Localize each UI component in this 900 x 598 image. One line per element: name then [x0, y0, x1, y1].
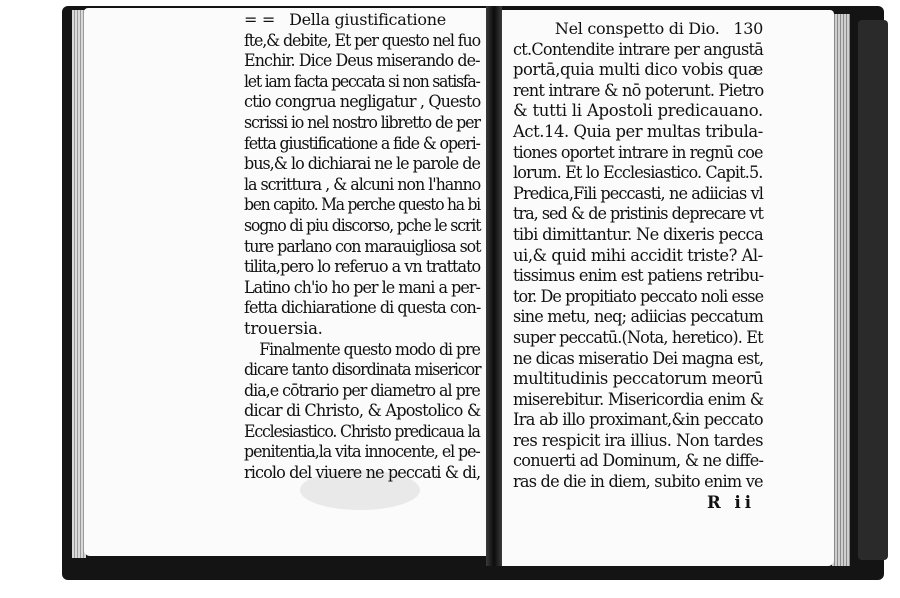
text-line: rent intrare & nō poterunt. Pietro — [513, 80, 764, 100]
left-running-title: Della giustificatione — [289, 10, 446, 29]
right-running-head — [513, 19, 763, 40]
text-line: la scrittura , & alcuni non l'hanno — [244, 174, 481, 194]
text-line: ui,& quid mihi accidit triste? Al- — [513, 245, 763, 265]
text-line: tor. De propitiato peccato noli esse — [513, 286, 764, 306]
text-line: trouersia. — [244, 318, 323, 338]
cover-edge — [858, 20, 888, 560]
text-line: conuerti ad Dominum, & ne diffe- — [513, 451, 764, 471]
text-line: Ira ab illo proximant,&in peccato — [513, 410, 763, 430]
text-line: res respicit ira illius. Non tardes — [513, 430, 763, 450]
text-line: lorum. Et lo Ecclesiastico. Capit.5. — [513, 163, 763, 183]
text-line: tra, sed & de pristinis deprecare vt — [513, 204, 763, 224]
text-line: Latino ch'io ho per le mani a per- — [244, 277, 480, 297]
book-gutter — [486, 6, 502, 566]
text-line: ben capito. Ma perche questo ha bi — [244, 195, 480, 215]
text-line: dia,e cōtrario per diametro al pre — [244, 380, 480, 400]
text-line: Finalmente questo modo di pre — [259, 339, 480, 359]
text-line: dicare tanto disordinata misericor — [244, 360, 481, 380]
text-line: fetta dichiaratione di questa con- — [244, 298, 481, 318]
text-line: penitentia,la vita innocente, el pe- — [244, 442, 480, 462]
text-line: tiones oportet intrare in regnū coe — [513, 142, 763, 162]
text-line: ricolo del viuere ne peccati & di, — [244, 463, 481, 483]
text-line: ctio congrua negligatur , Questo — [244, 92, 481, 112]
text-line: sine metu, neq; adiicias peccatum — [513, 307, 763, 327]
text-line: multitudinis peccatorum meorū — [513, 369, 763, 389]
text-line: sogno di piu discorso, pche le scrit — [244, 215, 481, 235]
right-page-text — [513, 19, 763, 513]
text-line: scrissi io nel nostro libretto de per — [244, 112, 480, 132]
text-line: ct.Contendite intrare per angustā — [513, 39, 764, 59]
page-edges-right — [832, 14, 850, 566]
text-line: dicar di Christo, & Apostolico & — [244, 401, 481, 421]
running-head-marks: = = — [244, 10, 275, 29]
text-line: ras de die in diem, subito enim ve — [513, 472, 763, 492]
right-running-title: Nel conspetto di Dio. — [554, 19, 720, 38]
text-line: tibi dimittantur. Ne dixeris pecca — [513, 224, 763, 244]
text-line: & tutti li Apostoli predicauano. — [513, 101, 763, 121]
text-line: ne dicas miseratio Dei magna est, — [513, 348, 764, 368]
text-line: fte,& debite, Et per questo nel fuo — [244, 30, 480, 50]
text-line: super peccatū.(Nota, heretico). Et — [513, 327, 763, 347]
text-line: miserebitur. Misericordia enim & — [513, 389, 764, 409]
text-line: Enchir. Dice Deus miserando de- — [244, 51, 480, 71]
page-number: 130 — [733, 19, 763, 38]
left-page-text — [244, 10, 480, 484]
text-line: bus,& lo dichiarai ne le parole de — [244, 154, 480, 174]
text-line: ture parlano con marauigliosa sot — [244, 236, 481, 256]
text-line: fetta giustificatione a fide & operi- — [244, 133, 480, 153]
text-line: Predica,Fili peccasti, ne adiicias vl — [513, 183, 764, 203]
catchword: R ii — [707, 492, 755, 512]
text-line: Act.14. Quia per multas tribula- — [513, 121, 763, 141]
text-line: let iam facta peccata si non satisfa- — [244, 71, 480, 91]
text-line: tissimus enim est patiens retribu- — [513, 266, 764, 286]
text-line: Ecclesiastico. Christo predicaua la — [244, 421, 480, 441]
left-running-head — [244, 10, 480, 31]
text-line: portā,quia multi dico vobis quæ — [513, 60, 763, 80]
text-line: tilita,pero lo referuo a vn trattato — [244, 257, 481, 277]
